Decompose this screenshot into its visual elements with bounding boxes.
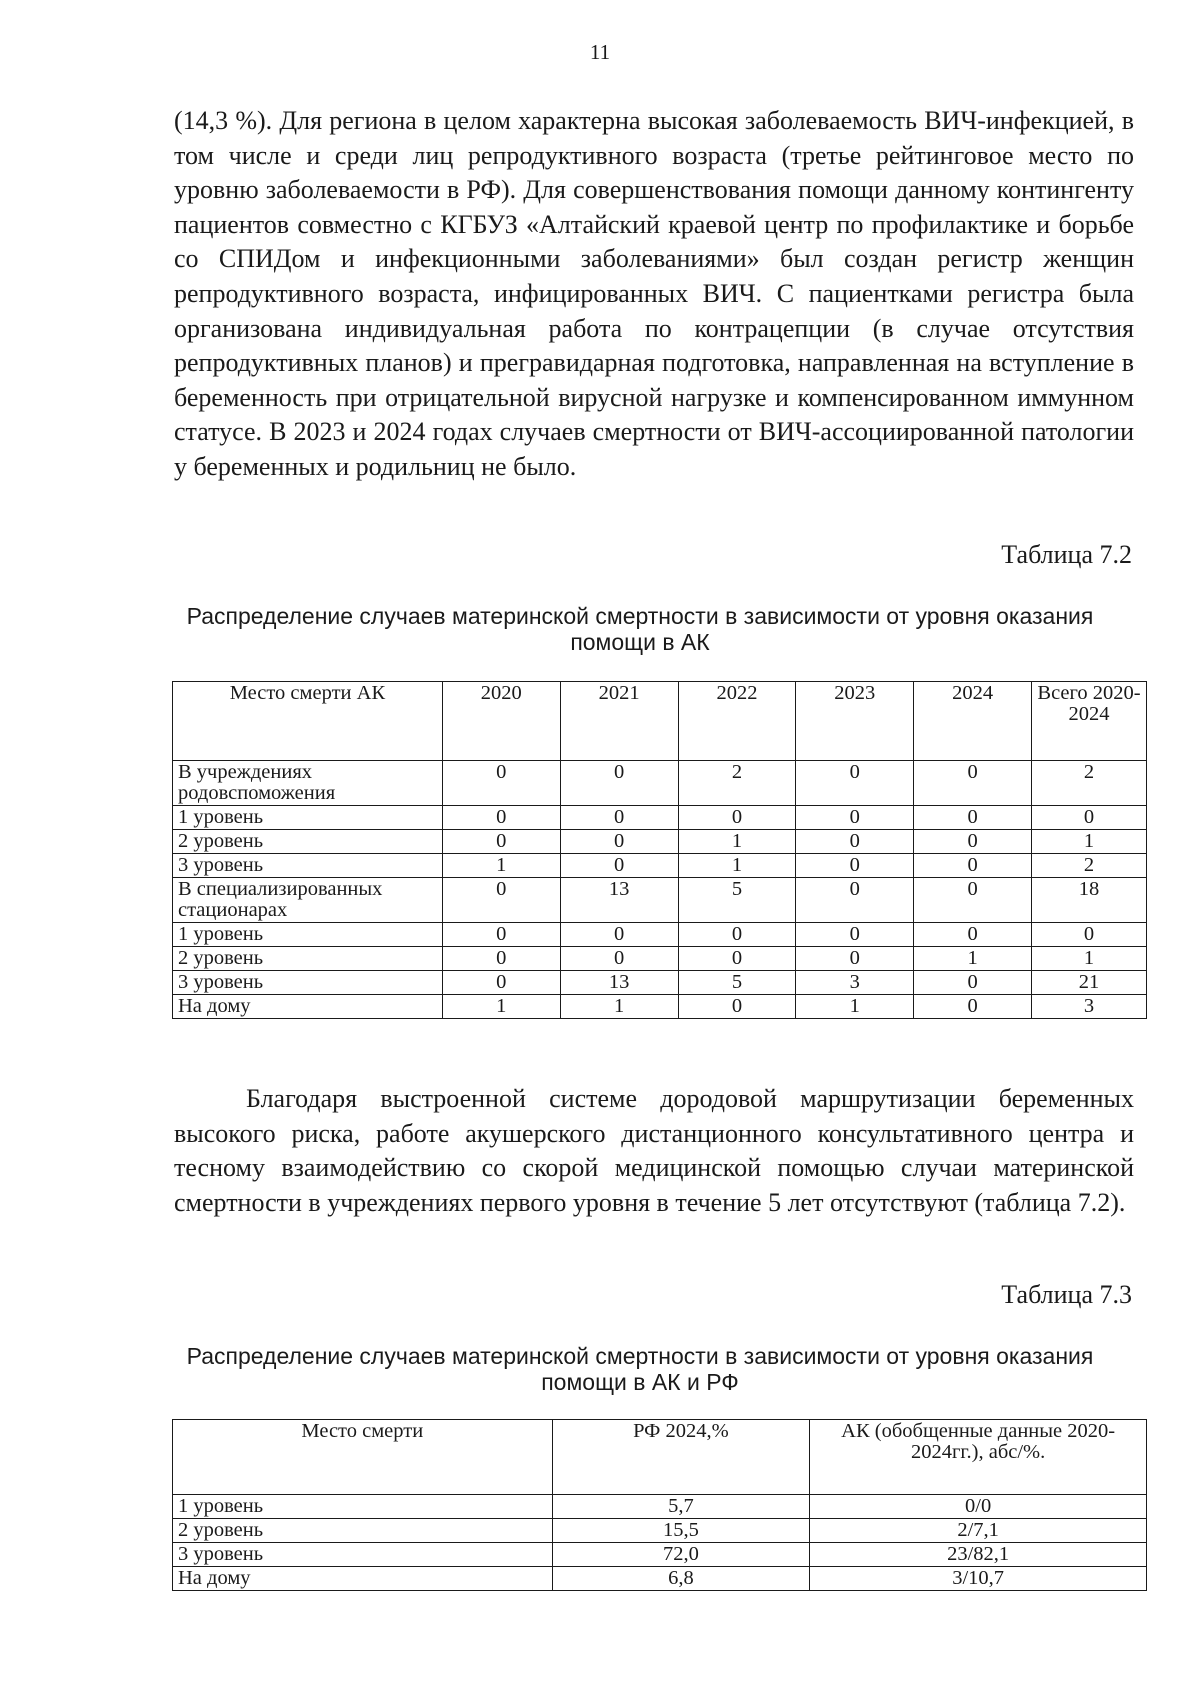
cell: 2	[1032, 761, 1147, 806]
cell: 0	[442, 947, 560, 971]
cell: 0	[914, 971, 1032, 995]
row-label: 1 уровень	[173, 806, 443, 830]
cell: 0	[796, 806, 914, 830]
header-total: Всего 2020-2024	[1032, 682, 1147, 761]
cell: 0	[796, 854, 914, 878]
cell: 15,5	[552, 1519, 810, 1543]
row-label: 2 уровень	[173, 1519, 553, 1543]
header-year-2022: 2022	[678, 682, 796, 761]
header-year-2020: 2020	[442, 682, 560, 761]
cell: 0	[914, 878, 1032, 923]
cell: 1	[1032, 947, 1147, 971]
cell: 1	[560, 995, 678, 1019]
header-rf-2024: РФ 2024,%	[552, 1420, 810, 1495]
table-row	[173, 923, 1147, 947]
cell: 0	[442, 830, 560, 854]
table-row	[173, 878, 1147, 923]
cell: 0	[560, 854, 678, 878]
cell: 0	[914, 761, 1032, 806]
table-row	[173, 830, 1147, 854]
cell: 0	[914, 806, 1032, 830]
cell: 0	[678, 923, 796, 947]
cell: 2	[678, 761, 796, 806]
paragraph-routing: Благодаря выстроенной системе дородовой маршрутизации беременных высокого риска, работе акушерского дистанционного консультативного центра и тесному взаимодействию со скорой медицинской помощью случаи материнской смертности в учреждениях первого уровня в течение 5 лет отсутствуют (таблица 7.2).	[174, 1084, 1134, 1217]
cell: 0	[796, 878, 914, 923]
row-label: 2 уровень	[173, 830, 443, 854]
cell: 3	[1032, 995, 1147, 1019]
header-place-of-death: Место смерти	[173, 1420, 553, 1495]
cell: 1	[442, 995, 560, 1019]
cell: 1	[914, 947, 1032, 971]
cell: 23/82,1	[810, 1543, 1147, 1567]
cell: 5,7	[552, 1495, 810, 1519]
row-label: 3 уровень	[173, 971, 443, 995]
cell: 21	[1032, 971, 1147, 995]
cell: 1	[442, 854, 560, 878]
cell: 0	[796, 923, 914, 947]
cell: 0	[442, 806, 560, 830]
cell: 0	[1032, 923, 1147, 947]
page-number: 11	[589, 40, 611, 64]
header-year-2023: 2023	[796, 682, 914, 761]
cell: 5	[678, 878, 796, 923]
row-label: В учреждениях родовспоможения	[173, 761, 443, 806]
table-header-row	[173, 1420, 1147, 1495]
cell: 0	[442, 878, 560, 923]
cell: 0	[678, 947, 796, 971]
table-row	[173, 947, 1147, 971]
cell: 0	[442, 971, 560, 995]
table-7-2-label: Таблица 7.2	[1001, 540, 1132, 569]
cell: 0	[560, 761, 678, 806]
table-7-2	[172, 681, 1147, 1019]
cell: 0	[914, 923, 1032, 947]
row-label: 2 уровень	[173, 947, 443, 971]
row-label: На дому	[173, 1567, 553, 1591]
cell: 0	[914, 854, 1032, 878]
table-7-3-label: Таблица 7.3	[1001, 1280, 1132, 1309]
cell: 5	[678, 971, 796, 995]
header-ak-aggregate: АК (обобщенные данные 2020-2024гг.), абс/%.	[810, 1420, 1147, 1495]
cell: 1	[1032, 830, 1147, 854]
cell: 2/7,1	[810, 1519, 1147, 1543]
header-year-2024: 2024	[914, 682, 1032, 761]
table-row	[173, 761, 1147, 806]
cell: 3	[796, 971, 914, 995]
cell: 0	[796, 830, 914, 854]
cell: 0	[560, 806, 678, 830]
table-row	[173, 995, 1147, 1019]
row-label: 1 уровень	[173, 923, 443, 947]
cell: 3/10,7	[810, 1567, 1147, 1591]
table-row	[173, 1519, 1147, 1543]
cell: 0	[560, 830, 678, 854]
paragraph-hiv-register: (14,3 %). Для региона в целом характерна высокая заболеваемость ВИЧ-инфекцией, в том числе и среди лиц репродуктивного возраста (третье рейтинговое место по уровню заболеваемости в РФ). Для совершенствования помощи данному контингенту пациентов совместно с КГБУЗ «Алтайский краевой центр по профилактике и борьбе со СПИДом и инфекционными заболеваниями» был создан регистр женщин репродуктивного возраста, инфицированных ВИЧ. С пациентками регистра была организована индивидуальная работа по контрацепции (в случае отсутствия репродуктивных планов) и прегравидарная подготовка, направленная на вступление в беременность при отрицательной вирусной нагрузке и компенсированном иммунном статусе. В 2023 и 2024 годах случаев смертности от ВИЧ-ассоциированной патологии у беременных и родильниц не было.	[174, 106, 1134, 481]
cell: 0	[442, 923, 560, 947]
cell: 0	[678, 806, 796, 830]
row-label: 3 уровень	[173, 854, 443, 878]
cell: 0	[560, 947, 678, 971]
cell: 0	[914, 995, 1032, 1019]
cell: 0	[678, 995, 796, 1019]
cell: 13	[560, 878, 678, 923]
table-header-row	[173, 682, 1147, 761]
table-row	[173, 806, 1147, 830]
header-year-2021: 2021	[560, 682, 678, 761]
row-label: 3 уровень	[173, 1543, 553, 1567]
table-row	[173, 854, 1147, 878]
cell: 1	[678, 854, 796, 878]
cell: 1	[678, 830, 796, 854]
cell: 0	[1032, 806, 1147, 830]
cell: 0/0	[810, 1495, 1147, 1519]
row-label: 1 уровень	[173, 1495, 553, 1519]
cell: 18	[1032, 878, 1147, 923]
table-7-3	[172, 1419, 1147, 1591]
cell: 6,8	[552, 1567, 810, 1591]
table-row	[173, 1543, 1147, 1567]
row-label: На дому	[173, 995, 443, 1019]
cell: 0	[560, 923, 678, 947]
cell: 0	[796, 761, 914, 806]
header-place-of-death: Место смерти АК	[173, 682, 443, 761]
cell: 13	[560, 971, 678, 995]
table-row	[173, 1495, 1147, 1519]
table-7-2-caption: Распределение случаев материнской смертности в зависимости от уровня оказания помощи в АК	[186, 603, 1094, 655]
row-label: В специализированных стационарах	[173, 878, 443, 923]
cell: 1	[796, 995, 914, 1019]
cell: 2	[1032, 854, 1147, 878]
table-row	[173, 1567, 1147, 1591]
cell: 0	[914, 830, 1032, 854]
cell: 0	[796, 947, 914, 971]
cell: 0	[442, 761, 560, 806]
table-row	[173, 971, 1147, 995]
cell: 72,0	[552, 1543, 810, 1567]
table-7-3-caption: Распределение случаев материнской смертности в зависимости от уровня оказания помощи в АК и РФ	[186, 1343, 1094, 1395]
